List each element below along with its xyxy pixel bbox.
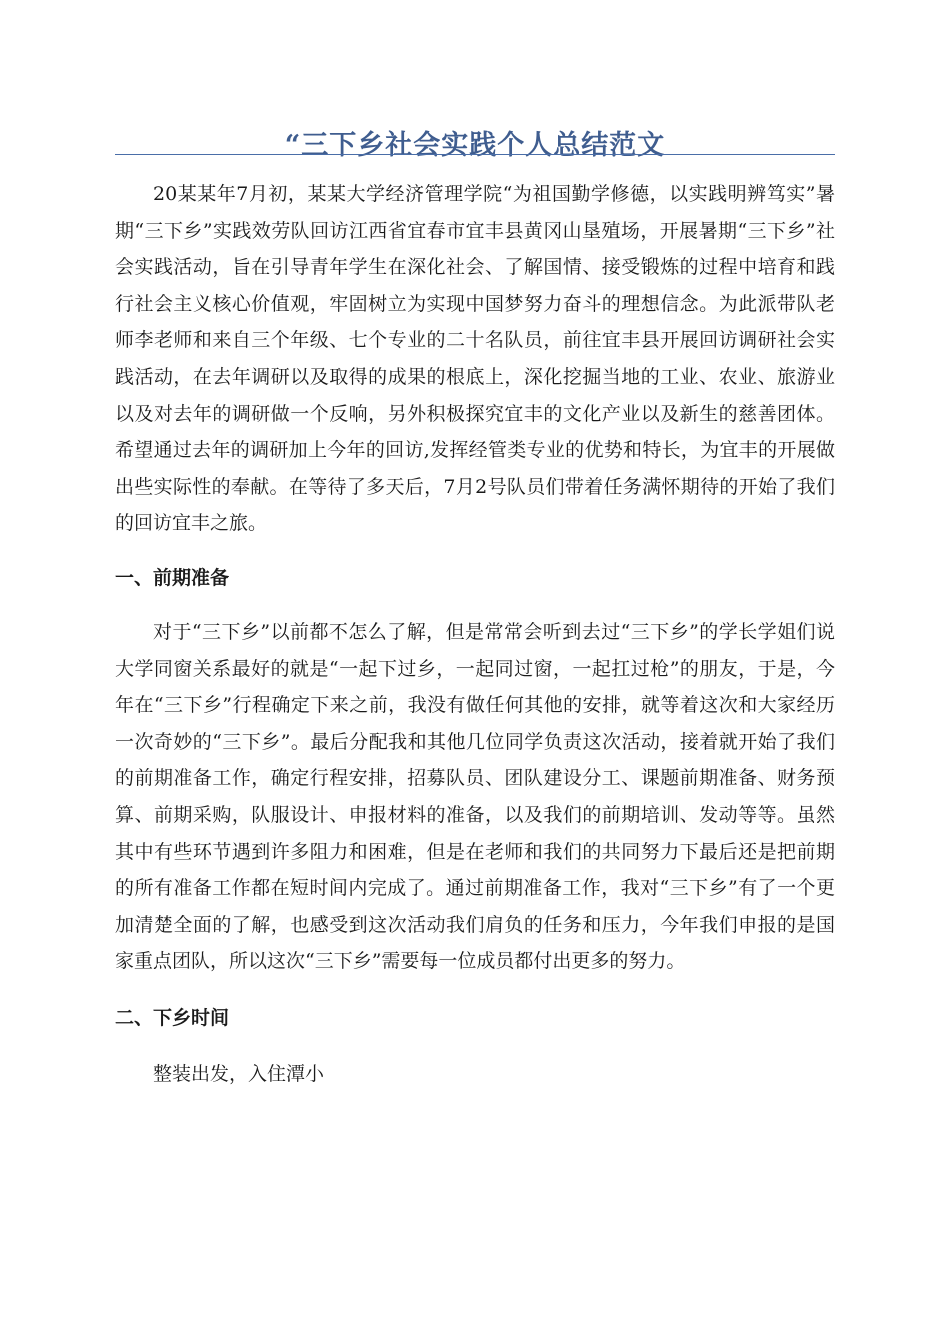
section-heading-schedule: 二、下乡时间 xyxy=(115,1006,230,1029)
section-heading-preparation: 一、前期准备 xyxy=(115,566,230,589)
section-body-schedule: 整装出发，入住潭小 xyxy=(153,1062,325,1085)
document-title: “三下乡社会实践个人总结范文 xyxy=(284,130,666,162)
section-body-preparation: 对于“三下乡”以前都不怎么了解，但是常常会听到去过“三下乡”的学长学姐们说大学同窗关系最好的就是“一起下过乡，一起同过窗，一起扛过枪”的朋友，于是，今年在“三下乡”行程确定下来之前，我没有做任何其他的安排，就等着这次和大家经历一次奇妙的“三下乡”。最后分配我和其他几位同学负责这次活动，接着就开始了我们的前期准备工作，确定行程安排，招募队员、团队建设分工、课题前期准备、财务预算、前期采购，队服设计、申报材料的准备，以及我们的前期培训、发动等等。虽然其中有些环节遇到许多阻力和困难，但是在老师和我们的共同努力下最后还是把前期的所有准备工作都在短时间内完成了。通过前期准备工作，我对“三下乡”有了一个更加清楚全面的了解，也感受到这次活动我们肩负的任务和压力，今年我们申报的是国家重点团队，所以这次“三下乡”需要每一位成员都付出更多的努力。 xyxy=(115,620,835,973)
document-body xyxy=(115,176,835,1092)
intro-paragraph: 20某某年7月初，某某大学经济管理学院“为祖国勤学修德，以实践明辨笃实”暑期“三下乡”实践效劳队回访江西省宜春市宜丰县黄冈山垦殖场，开展暑期“三下乡”社会实践活动，旨在引导青年学生在深化社会、了解国情、接受锻炼的过程中培育和践行社会主义核心价值观，牢固树立为实现中国梦努力奋斗的理想信念。为此派带队老师李老师和来自三个年级、七个专业的二十名队员，前往宜丰县开展回访调研社会实践活动，在去年调研以及取得的成果的根底上，深化挖掘当地的工业、农业、旅游业以及对去年的调研做一个反响，另外积极探究宜丰的文化产业以及新生的慈善团体。希望通过去年的调研加上今年的回访,发挥经管类专业的优势和特长，为宜丰的开展做出些实际性的奉献。在等待了多天后，7月2号队员们带着任务满怀期待的开始了我们的回访宜丰之旅。 xyxy=(115,183,835,535)
title-underline xyxy=(115,154,835,155)
